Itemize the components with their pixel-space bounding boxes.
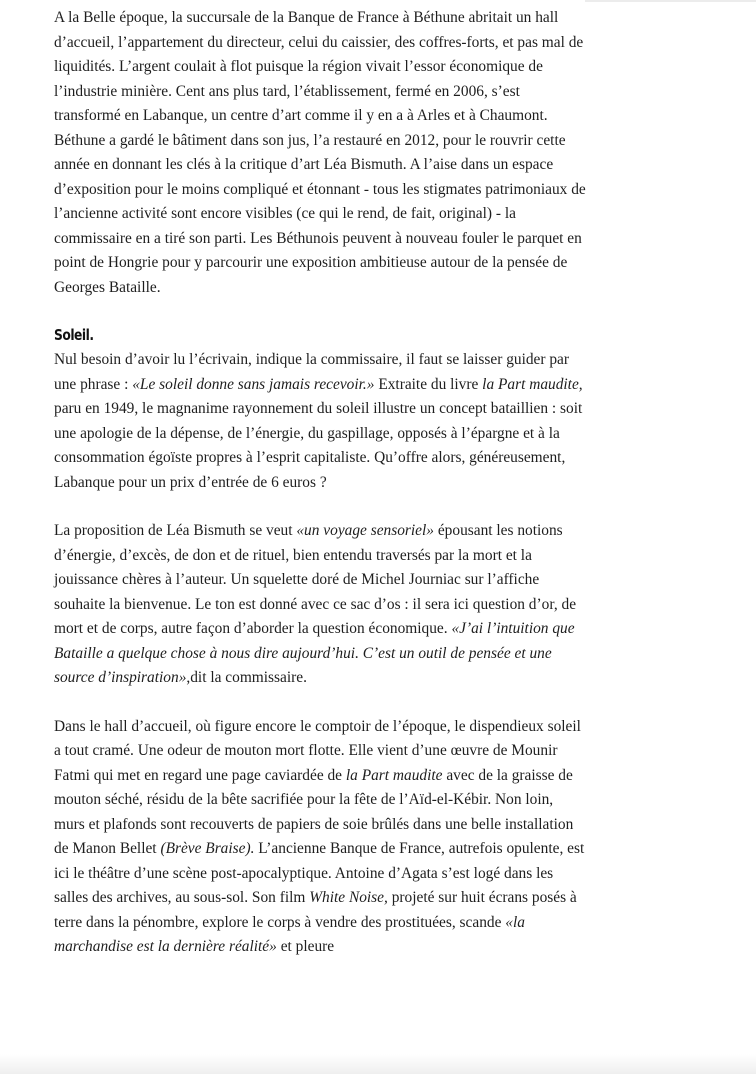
text-run: paru en 1949, le magnanime rayonnement du soleil illustre un concept bataillien : soit une apologie de la dépense, de l’énergie, du gaspillage, opposés à l’épargne et à la consommation égoïste propres à l’esprit capitaliste. Qu’offre alors, généreusement, Labanque pour un prix d’entrée de 6 euros ? (54, 400, 583, 491)
article-body (54, 6, 586, 984)
film-title-italic: White Noise, (309, 889, 388, 906)
artwork-title-italic: (Brève Braise). (160, 840, 255, 857)
text-run: épousant les notions d’énergie, d’excès, de don et de rituel, bien entendu traversés par la mort et la jouissance chères à l’auteur. Un squelette doré de Michel Journiac sur l’affiche souhaite la bienvenue. Le ton est donné avec ce sac d’os : il sera ici question d’or, de mort et de corps, autre façon d’aborder la question économique. (54, 522, 577, 637)
paragraph-hall (54, 715, 586, 960)
section-heading: Soleil. (54, 326, 94, 344)
quote-italic: «J’ai l’intuition que Bataille a quelque chose à nous dire aujourd’hui. C’est un outil de pensée et une source d’inspiration» (54, 620, 575, 686)
text-run: Extraite du livre (374, 375, 483, 393)
text-run: La proposition de Léa Bismuth se veut (54, 522, 297, 539)
text-run: L’ancienne Banque de France, autrefois opulente, est ici le théâtre d’une scène post-apocalyptique. Antoine d’Agata s’est logé dans les salles des archives, au sous-sol. Son film (54, 840, 585, 906)
paragraph-soleil (54, 348, 586, 495)
book-title-italic: la Part maudite (345, 766, 443, 784)
top-divider (585, 0, 756, 2)
quote-italic: «Le soleil donne sans jamais recevoir.» (132, 375, 375, 393)
text-run: ,dit la commissaire. (186, 669, 307, 686)
text-run: Nul besoin d’avoir lu l’écrivain, indique la commissaire, il faut se laisser guider par une phrase : (54, 351, 570, 393)
text-run: et pleure (276, 938, 335, 955)
text-run: avec de la graisse de mouton séché, résidu de la bête sacrifiée pour la fête de l’Aïd-el-Kébir. Non loin, murs et plafonds sont recouverts de papiers de soie brûlés dans une belle installation de Manon Bellet (54, 766, 574, 857)
quote-italic: «la marchandise est la dernière réalité» (54, 913, 525, 955)
paragraph-proposition (54, 519, 586, 691)
quote-italic: «un voyage sensoriel» (296, 522, 434, 539)
book-title-italic: la Part maudite, (482, 375, 583, 393)
text-run: projeté sur huit écrans posés à terre dans la pénombre, explore le corps à vendre des prostituées, scande (54, 889, 577, 931)
text-run: Dans le hall d’accueil, où figure encore le comptoir de l’époque, le dispendieux soleil a tout cramé. Une odeur de mouton mort flotte. Elle vient d’une œuvre de Mounir Fatmi qui met en regard une page caviardée de (54, 717, 581, 784)
paragraph-intro: A la Belle époque, la succursale de la Banque de France à Béthune abritait un hall d’accueil, l’appartement du directeur, celui du caissier, des coffres-forts, et pas mal de liquidités. L’argent coulait à flot puisque la région vivait l’essor économique de l’industrie minière. Cent ans plus tard, l’établissement, fermé en 2006, s’est transformé en Labanque, un centre d’art comme il y en a à Arles et à Chaumont. Béthune a gardé le bâtiment dans son jus, l’a restauré en 2012, pour le rouvrir cette année en donnant les clés à la critique d’art Léa Bismuth. A l’aise dans un espace d’exposition pour le moins compliqué et étonnant - tous les stigmates patrimoniaux de l’ancienne activité sont encore visibles (ce qui le rend, de fait, original) - la commissaire en a tiré son parti. Les Béthunois peuvent à nouveau fouler le parquet en point de Hongrie pour y parcourir une exposition ambitieuse autour de la pensée de Georges Bataille. (54, 9, 586, 296)
bottom-fade (0, 1054, 756, 1074)
